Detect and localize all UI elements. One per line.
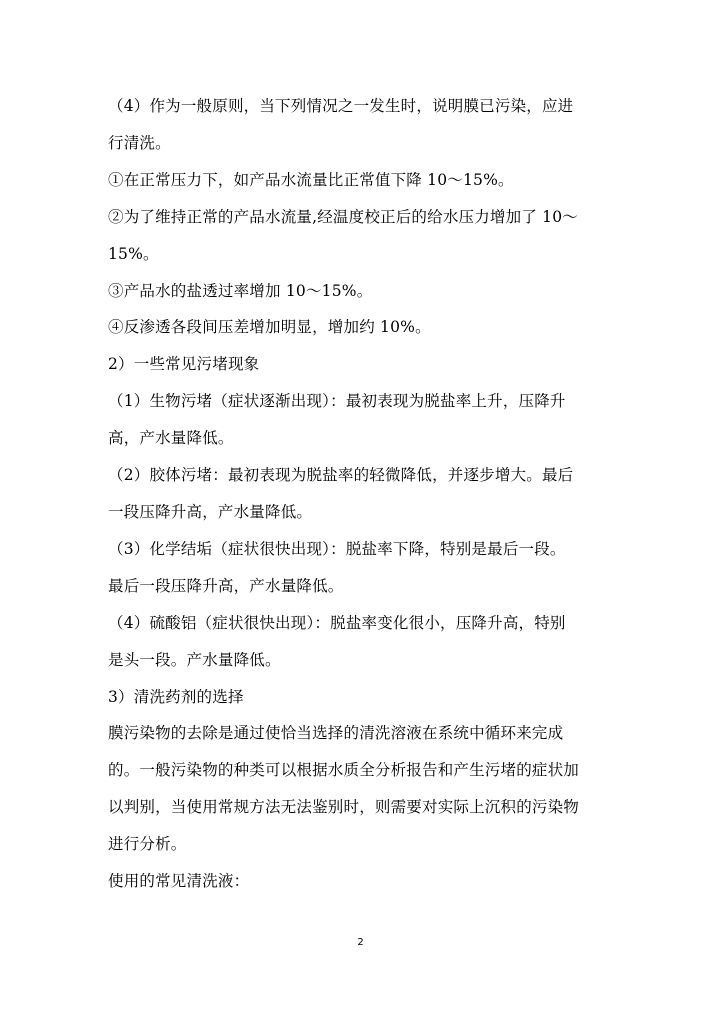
text-line: 进行分析。 [108, 835, 187, 854]
section-heading: 3）清洗药剂的选择 [108, 687, 244, 706]
text-line: ④反渗透各段间压差增加明显，增加约 10%。 [108, 318, 431, 337]
section-heading: 2）一些常见污堵现象 [108, 355, 260, 374]
text-line: 最后一段压降升高，产水量降低。 [108, 576, 344, 595]
text-line: 行清洗。 [108, 133, 171, 152]
text-line: ②为了维持正常的产品水流量,经温度校正后的给水压力增加了 10～ [108, 207, 578, 226]
text-line: ①在正常压力下，如产品水流量比正常值下降 10～15%。 [108, 170, 514, 189]
text-line: （4）硫酸铝（症状很快出现）：脱盐率变化很小，压降升高，特别 [108, 613, 566, 632]
text-line: 的。一般污染物的种类可以根据水质全分析报告和产生污堵的症状加 [108, 761, 580, 780]
page-number: 2 [357, 937, 364, 948]
text-line: 膜污染物的去除是通过使恰当选择的清洗溶液在系统中循环来完成 [108, 724, 564, 743]
text-line: 是头一段。产水量降低。 [108, 650, 281, 669]
text-line: （3）化学结垢（症状很快出现）：脱盐率下降，特别是最后一段。 [108, 539, 566, 558]
text-line: （4）作为一般原则，当下列情况之一发生时，说明膜已污染，应进 [108, 97, 574, 115]
text-line: （1）生物污堵（症状逐渐出现）：最初表现为脱盐率上升，压降升 [108, 392, 566, 411]
text-line: 15%。 [108, 244, 159, 263]
text-line: ③产品水的盐透过率增加 10～15%。 [108, 281, 373, 300]
text-line: 使用的常见清洗液： [108, 872, 250, 891]
text-line: （2）胶体污堵：最初表现为脱盐率的轻微降低，并逐步增大。最后 [108, 466, 574, 485]
text-line: 以判别，当使用常规方法无法鉴别时，则需要对实际上沉积的污染物 [108, 798, 580, 817]
document-body [108, 88, 618, 900]
text-line: 一段压降升高，产水量降低。 [108, 502, 313, 521]
text-line: 高，产水量降低。 [108, 429, 234, 448]
